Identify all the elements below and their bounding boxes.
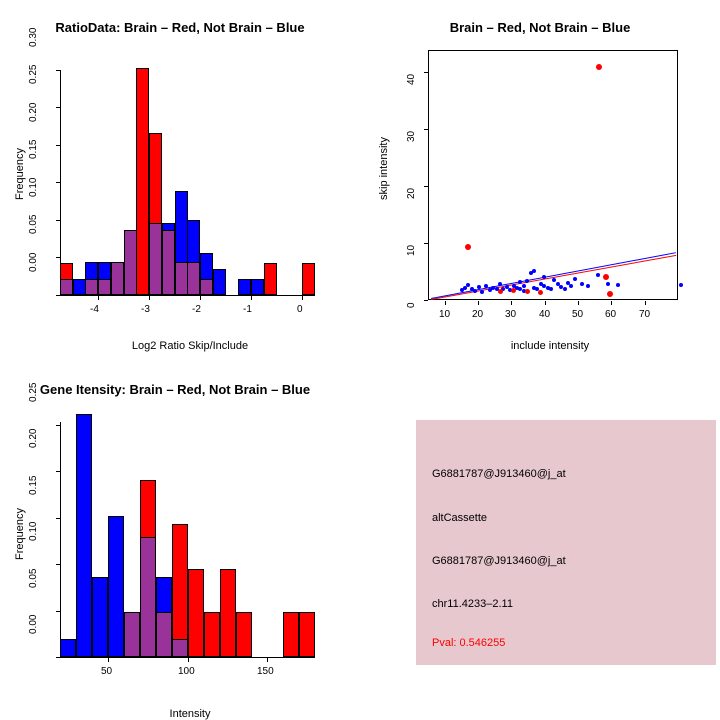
info-box xyxy=(416,420,716,665)
hist-bar-overlap xyxy=(140,537,156,657)
hist-ratio-xtick-label: -1 xyxy=(243,304,252,315)
scatter-point xyxy=(522,284,526,288)
scatter-ytick xyxy=(424,243,428,244)
scatter-point xyxy=(616,283,620,287)
hist-bar-blue xyxy=(213,269,226,295)
scatter-xtick-label: 70 xyxy=(639,309,651,320)
hist-bar-overlap xyxy=(149,223,162,295)
hist-intensity-title: Gene Itensity: Brain – Red, Not Brain – Blue xyxy=(39,382,311,397)
scatter-point-highlight xyxy=(511,288,516,293)
hist-intensity-ytick-label: 0.05 xyxy=(28,568,39,588)
scatter-xtick xyxy=(645,301,646,305)
hist-bar-blue xyxy=(76,414,92,657)
hist-bar-red xyxy=(136,68,149,295)
scatter-xtick xyxy=(478,301,479,305)
scatter-ytick-label: 0 xyxy=(406,302,417,308)
hist-ratio-yaxis xyxy=(60,70,61,295)
hist-bar-overlap xyxy=(98,279,111,295)
hist-ratio-ytick-label: 0.15 xyxy=(28,139,39,159)
info-gene-id: G6881787@J913460@j_at xyxy=(432,555,566,567)
scatter-point-highlight xyxy=(525,289,530,294)
scatter-ylabel: skip intensity xyxy=(378,137,390,200)
info-event-type: altCassette xyxy=(432,512,488,524)
scatter-point xyxy=(532,269,536,273)
hist-intensity-ytick-label: 0.20 xyxy=(28,428,39,448)
hist-intensity-ytick xyxy=(56,471,60,472)
scatter-xtick-label: 40 xyxy=(539,309,551,320)
scatter-ytick xyxy=(424,72,428,73)
hist-ratio-xtick xyxy=(302,296,303,300)
info-pvalue: Pval: 0.546255 xyxy=(432,637,506,649)
hist-intensity-ytick-label: 0.25 xyxy=(28,382,39,402)
hist-intensity-ytick xyxy=(56,611,60,612)
hist-ratio-xtick xyxy=(251,296,252,300)
scatter-ytick-label: 10 xyxy=(406,244,417,256)
hist-ratio-ytick-label: 0.30 xyxy=(28,27,39,47)
scatter-xtick xyxy=(545,301,546,305)
hist-intensity-xtick-label: 150 xyxy=(257,666,274,677)
hist-ratio-xtick xyxy=(98,296,99,300)
scatter-xtick xyxy=(511,301,512,305)
info-probeset-id: G6881787@J913460@j_at xyxy=(432,468,566,480)
scatter-point xyxy=(679,283,683,287)
hist-intensity-ytick-label: 0.10 xyxy=(28,521,39,541)
scatter-ytick-label: 40 xyxy=(406,73,417,85)
hist-bar-red xyxy=(302,263,315,295)
hist-intensity-ytick-label: 0.00 xyxy=(28,614,39,634)
hist-ratio-ytick xyxy=(56,220,60,221)
scatter-point xyxy=(518,280,522,284)
hist-ratio-ytick xyxy=(56,295,60,296)
hist-bar-blue xyxy=(108,516,124,657)
hist-bar-overlap xyxy=(172,639,188,657)
hist-ratio-ytick xyxy=(56,107,60,108)
hist-bar-overlap xyxy=(111,262,124,295)
panel-info xyxy=(360,360,720,720)
hist-intensity-xtick xyxy=(267,658,268,662)
hist-bar-red xyxy=(220,569,236,657)
hist-ratio-ytick-label: 0.10 xyxy=(28,177,39,197)
hist-ratio-ytick xyxy=(56,257,60,258)
scatter-point-highlight xyxy=(603,274,609,280)
hist-intensity-xtick xyxy=(188,658,189,662)
hist-bar-blue xyxy=(251,279,264,295)
hist-bar-blue xyxy=(238,279,251,295)
hist-intensity-xtick xyxy=(108,658,109,662)
hist-bar-blue xyxy=(60,639,76,657)
hist-ratio-xtick-label: -2 xyxy=(192,304,201,315)
hist-bar-red xyxy=(188,569,204,657)
panel-hist-intensity xyxy=(0,360,360,720)
hist-ratio-ytick-label: 0.05 xyxy=(28,214,39,234)
hist-bar-blue xyxy=(92,577,108,657)
scatter-point xyxy=(480,290,484,294)
scatter-point-highlight xyxy=(596,64,602,70)
hist-bar-red xyxy=(299,612,315,657)
hist-ratio-ytick-label: 0.20 xyxy=(28,102,39,122)
hist-ratio-xtick xyxy=(200,296,201,300)
scatter-point xyxy=(484,284,488,288)
scatter-xtick-label: 50 xyxy=(572,309,584,320)
scatter-ytick xyxy=(424,300,428,301)
scatter-xtick-label: 60 xyxy=(605,309,617,320)
hist-ratio-xtick-label: -3 xyxy=(141,304,150,315)
scatter-point-highlight xyxy=(498,289,503,294)
scatter-point xyxy=(606,282,610,286)
scatter-xtick xyxy=(611,301,612,305)
hist-bar-red xyxy=(204,612,220,657)
hist-intensity-yaxis xyxy=(60,422,61,657)
scatter-point-highlight xyxy=(465,244,471,250)
scatter-xtick-label: 20 xyxy=(472,309,484,320)
scatter-point xyxy=(466,283,470,287)
scatter-xlabel: include intensity xyxy=(510,340,590,352)
hist-ratio-title: RatioData: Brain – Red, Not Brain – Blue xyxy=(55,20,305,35)
scatter-point xyxy=(549,287,553,291)
scatter-ytick-label: 30 xyxy=(406,130,417,142)
hist-intensity-ytick xyxy=(56,564,60,565)
hist-intensity-ylabel: Frequency xyxy=(14,508,26,560)
hist-ratio-ytick-label: 0.00 xyxy=(28,252,39,272)
scatter-plot-box xyxy=(428,50,678,300)
hist-bar-overlap xyxy=(124,612,140,657)
scatter-point xyxy=(569,284,573,288)
hist-ratio-ytick xyxy=(56,70,60,71)
scatter-point-highlight xyxy=(538,290,543,295)
scatter-point xyxy=(525,279,529,283)
hist-bar-red xyxy=(264,263,277,295)
hist-ratio-xlabel: Log2 Ratio Skip/Include xyxy=(131,340,249,352)
hist-ratio-xtick-label: -4 xyxy=(90,304,99,315)
hist-ratio-ytick-label: 0.25 xyxy=(28,64,39,84)
hist-bar-overlap xyxy=(162,230,175,295)
scatter-ytick xyxy=(424,186,428,187)
hist-intensity-xlabel: Intensity xyxy=(169,708,211,720)
scatter-xtick xyxy=(445,301,446,305)
hist-intensity-ytick xyxy=(56,518,60,519)
scatter-point xyxy=(477,285,481,289)
hist-intensity-xtick-label: 100 xyxy=(178,666,195,677)
scatter-title: Brain – Red, Not Brain – Blue xyxy=(449,20,631,35)
hist-ratio-ylabel: Frequency xyxy=(14,148,26,200)
scatter-point xyxy=(563,287,567,291)
scatter-xtick-label: 10 xyxy=(439,309,451,320)
scatter-point xyxy=(586,284,590,288)
scatter-xtick-label: 30 xyxy=(505,309,517,320)
scatter-ytick xyxy=(424,129,428,130)
scatter-point xyxy=(473,289,477,293)
hist-bar-overlap xyxy=(200,279,213,295)
scatter-xtick xyxy=(578,301,579,305)
hist-ratio-ytick xyxy=(56,145,60,146)
scatter-point xyxy=(542,275,546,279)
hist-bar-overlap xyxy=(60,279,73,295)
hist-intensity-xtick-label: 50 xyxy=(101,666,113,677)
hist-bar-overlap xyxy=(156,612,172,657)
hist-ratio-xtick xyxy=(149,296,150,300)
info-location: chr11.4233–2.11 xyxy=(432,598,513,610)
hist-bar-red xyxy=(172,524,188,657)
hist-bar-overlap xyxy=(187,262,200,295)
hist-intensity-ytick xyxy=(56,425,60,426)
scatter-point xyxy=(552,278,556,282)
hist-bar-red xyxy=(236,612,252,657)
scatter-point-highlight xyxy=(607,291,613,297)
scatter-ytick-label: 20 xyxy=(406,187,417,199)
panel-hist-ratio xyxy=(0,0,360,360)
scatter-point xyxy=(498,282,502,286)
hist-intensity-ytick-label: 0.15 xyxy=(28,475,39,495)
scatter-point xyxy=(596,273,600,277)
hist-intensity-ytick xyxy=(56,657,60,658)
hist-bar-overlap xyxy=(85,279,98,295)
scatter-point xyxy=(460,288,464,292)
scatter-point xyxy=(580,282,584,286)
panel-scatter xyxy=(360,0,720,360)
scatter-point xyxy=(573,277,577,281)
hist-ratio-xtick-label: 0 xyxy=(297,304,303,315)
hist-ratio-ytick xyxy=(56,182,60,183)
hist-bar-red xyxy=(283,612,299,657)
